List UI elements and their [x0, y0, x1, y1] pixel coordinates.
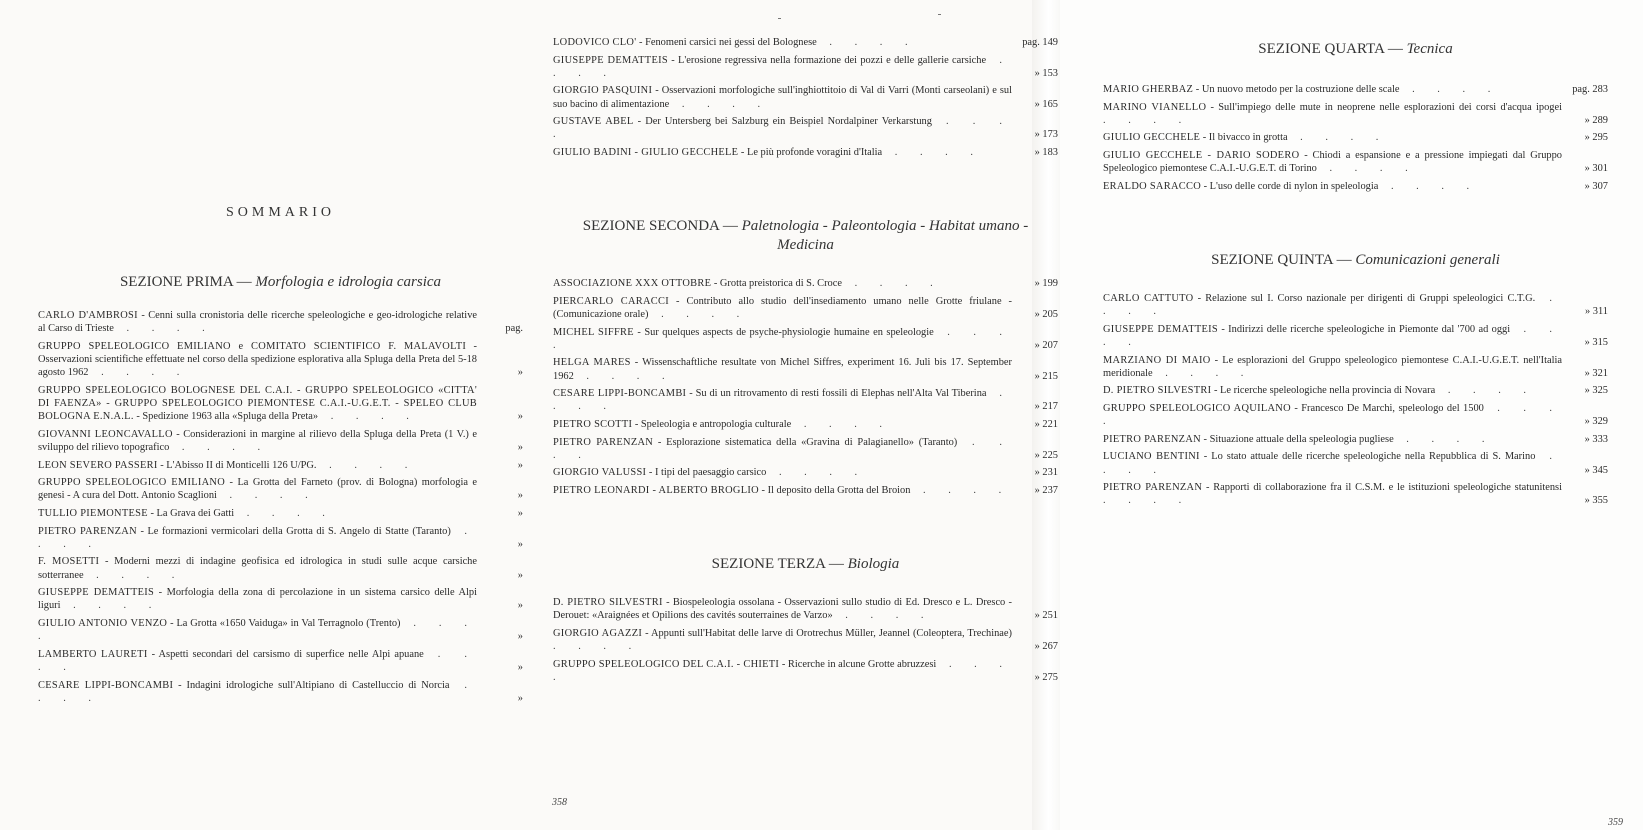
- toc-page-ref: » 315: [1584, 336, 1608, 348]
- leader-dots: . . . .: [573, 370, 675, 382]
- toc-author: GRUPPO SPELEOLOGICO EMILIANO e COMITATO SCIENTIFICO F. MALAVOLTI: [38, 340, 467, 352]
- toc-page-ref: » 311: [1585, 306, 1608, 318]
- toc-page-ref: » 237: [1034, 484, 1058, 496]
- toc-page-ref: »: [517, 600, 523, 612]
- toc-entry: [553, 596, 1058, 622]
- toc-title: Aspetti secondari del carsismo di superfice nelle Alpi apuane: [158, 648, 424, 660]
- toc-author: PIETRO PARENZAN: [38, 525, 137, 537]
- toc-author: GIUSEPPE DEMATTEIS: [38, 587, 155, 599]
- column-right: [1103, 40, 1608, 512]
- toc-entry: [38, 555, 523, 581]
- toc-title: L'erosione regressiva nella formazione dei pozzi e delle gallerie carsiche: [678, 54, 987, 66]
- toc-entry: [553, 277, 1058, 290]
- toc-title: Contributo allo studio dell'insediamento umano nelle Grotte friulane - (Comunicazione orale): [553, 295, 1013, 320]
- leader-dots: . . . .: [83, 569, 185, 581]
- toc-page-ref: » 215: [1034, 370, 1058, 382]
- toc-entry: [38, 525, 523, 551]
- toc-author: CARLO CATTUTO: [1103, 292, 1194, 304]
- toc-entry: [553, 356, 1058, 382]
- toc-entry-text: LUCIANO BENTINI - Lo stato attuale delle ricerche speleologiche nella Repubblica di S. Marino . . . .: [1103, 451, 1562, 476]
- toc-entry-text: GIULIO GECCHELE - DARIO SODERO - Chiodi a espansione e a pressione impiegati dal Gruppo Speleologico piemontese C.A.I.-U.G.E.T. di Torino . . . .: [1103, 149, 1562, 175]
- toc-entry: [1103, 481, 1608, 507]
- toc-entry-text: GIUSEPPE DEMATTEIS - L'erosione regressiva nella formazione dei pozzi e delle gallerie carsiche . . . .: [553, 54, 1013, 79]
- toc-entry-text: GIORGIO AGAZZI - Appunti sull'Habitat delle larve di Orotrechus Müller, Jeannel (Coleoptera, Trechinae) . . . .: [553, 627, 1012, 653]
- toc-author: MARZIANO DI MAIO: [1103, 354, 1211, 366]
- toc-page-ref: » 231: [1034, 467, 1058, 479]
- toc-entry: [1103, 402, 1608, 428]
- toc-title: Francesco De Marchi, speleologo del 1500: [1301, 402, 1484, 414]
- toc-entry-text: HELGA MARES - Wissenschaftliche resultate von Michel Siffres, experiment 16. Juli bis 17. September 1962 . . . .: [553, 357, 1013, 382]
- toc-page-ref: » 295: [1584, 132, 1608, 144]
- toc-title: Indirizzi delle ricerche speleologiche in Piemonte dal '700 ad oggi: [1228, 323, 1511, 335]
- toc-entry-text: MARZIANO DI MAIO - Le esplorazioni del Gruppo speleologico piemontese C.A.I.-U.G.E.T. nell'Italia meridionale . . . .: [1103, 354, 1562, 379]
- toc-author: ERALDO SARACCO: [1103, 180, 1202, 192]
- toc-entry-text: GRUPPO SPELEOLOGICO AQUILANO - Francesco De Marchi, speleologo del 1500 . . . .: [1103, 402, 1562, 428]
- leader-dots: . . . .: [1103, 114, 1192, 126]
- leader-dots: . . . .: [669, 98, 771, 110]
- leader-dots: . . . .: [1399, 84, 1501, 95]
- toc-title: Rapporti di collaborazione fra il C.S.M. e le istituzioni speleologiche statunitensi: [1213, 482, 1562, 494]
- leader-dots: . . . .: [1378, 180, 1480, 192]
- toc-author: HELGA MARES: [553, 357, 631, 369]
- toc-list: [38, 309, 523, 705]
- toc-entry-text: CARLO CATTUTO - Relazione sul I. Corso nazionale per dirigenti di Gruppi speleologici C.T.G. . . . .: [1103, 292, 1563, 318]
- leader-dots: . . . .: [1103, 402, 1562, 428]
- toc-entry-text: GRUPPO SPELEOLOGICO BOLOGNESE DEL C.A.I. - GRUPPO SPELEOLOGICO «CITTA' DI FAENZA» - GRUPPO SPELEOLOGICO PIEMONTESE C.A.I.-U.G.E.T. - SPELEO CLUB BOLOGNA E.N.A.L. - Spedizione 1963 alla «Spluga della Preta» . . . .: [38, 384, 477, 423]
- toc-title: La Grotta del Farneto (prov. di Bologna) morfologia e genesi - A cura del Dott. Antonio Scaglioni: [38, 477, 478, 502]
- leader-dots: . . . .: [38, 679, 477, 704]
- leader-dots: . . . .: [234, 507, 335, 519]
- toc-author: TULLIO PIEMONTESE: [38, 507, 148, 519]
- toc-entry: [1103, 149, 1608, 175]
- section-subtitle: Paletnologia - Paleontologia - Habitat umano - Medicina: [741, 218, 1029, 254]
- toc-page-ref: » 205: [1034, 308, 1058, 320]
- section-heading-quinta: SEZIONE QUINTA — Comunicazioni generali: [1211, 251, 1500, 268]
- toc-page-ref: pag.: [505, 323, 523, 335]
- section-heading-seconda: SEZIONE SECONDA — Paletnologia - Paleontologia - Habitat umano - Medicina: [582, 218, 1029, 254]
- toc-entry-text: LODOVICO CLO' - Fenomeni carsici nei gessi del Bolognese . . . .: [553, 37, 918, 48]
- section-subtitle: Comunicazioni generali: [1355, 251, 1500, 268]
- toc-list: [553, 277, 1058, 497]
- section-title: SEZIONE QUARTA: [1258, 41, 1385, 57]
- toc-entry-text: GUSTAVE ABEL - Der Untersberg bei Salzburg ein Beispiel Nordalpiner Verkarstung . . . .: [553, 116, 1012, 141]
- toc-entry-text: GIUSEPPE DEMATTEIS - Indirizzi delle ricerche speleologiche in Piemonte dal '700 ad oggi . . . .: [1103, 323, 1563, 348]
- leader-dots: . . . .: [766, 467, 868, 479]
- toc-page-ref: »: [517, 411, 523, 423]
- toc-author: GRUPPO SPELEOLOGICO DEL C.A.I. - CHIETI: [553, 658, 780, 670]
- leader-dots: . . . .: [553, 326, 1013, 351]
- toc-page-ref: » 217: [1034, 401, 1058, 413]
- toc-page-ref: »: [517, 538, 523, 550]
- toc-entry-text: MICHEL SIFFRE - Sur quelques aspects de psyche-physiologie humaine en speleologie . . . .: [553, 326, 1013, 351]
- toc-title: Un nuovo metodo per la costruzione delle scale: [1201, 84, 1400, 95]
- toc-author: GIULIO GECCHELE: [1103, 132, 1201, 144]
- toc-page-ref: » 221: [1034, 418, 1058, 430]
- toc-author: MARIO GHERBAZ: [1103, 84, 1194, 95]
- section-subtitle: Biologia: [847, 556, 900, 573]
- toc-page-ref: » 321: [1584, 367, 1608, 379]
- toc-title: La Grava dei Gatti: [156, 507, 235, 519]
- toc-entry-text: GIUSEPPE DEMATTEIS - Morfologia della zona di percolazione in un sistema carsico delle Alpi liguri . . . .: [38, 587, 478, 612]
- toc-entry: [553, 436, 1058, 462]
- toc-entry-text: PIETRO SCOTTI - Speleologia e antropologia culturale . . . .: [553, 418, 892, 430]
- toc-entry: [1103, 384, 1608, 397]
- toc-title: Situazione attuale della speleologia pugliese: [1209, 433, 1394, 445]
- toc-title: La Grotta «1650 Vaiduga» in Val Terragnolo (Trento): [176, 617, 401, 629]
- toc-page-ref: » 275: [1034, 671, 1058, 683]
- page-number-left: 358: [552, 797, 567, 808]
- toc-entry-text: GIOVANNI LEONCAVALLO - Considerazioni in margine al rilievo della Spluga della Preta (1 V.) e sviluppo del rilievo topografico . . . .: [38, 428, 477, 453]
- leader-dots: . . . .: [60, 600, 162, 612]
- toc-list: [553, 36, 1058, 159]
- toc-entry-text: D. PIETRO SILVESTRI - Biospeleologia ossolana - Osservazioni sullo studio di Ed. Dresco e L. Dresco - Derouet: «Araignées et Opilions des cavités souterraines de Varzo» . . . .: [553, 597, 1013, 622]
- toc-title: Fenomeni carsici nei gessi del Bolognese: [645, 37, 817, 48]
- toc-author: D. PIETRO SILVESTRI: [553, 597, 663, 609]
- toc-author: CESARE LIPPI-BONCAMBI: [553, 388, 687, 400]
- toc-author: GIULIO GECCHELE - DARIO SODERO: [1103, 149, 1300, 161]
- toc-entry-text: GIULIO GECCHELE - Il bivacco in grotta . . . .: [1103, 132, 1389, 144]
- leader-dots: . . . .: [791, 418, 892, 430]
- section-heading-quarta: SEZIONE QUARTA — Tecnica: [1258, 41, 1453, 57]
- section-heading-terza: SEZIONE TERZA — Biologia: [711, 556, 900, 573]
- toc-page-ref: » 355: [1584, 495, 1608, 507]
- toc-author: GIUSEPPE DEMATTEIS: [553, 54, 668, 66]
- toc-page-ref: » 153: [1034, 67, 1058, 79]
- toc-entry: [553, 36, 1058, 49]
- toc-author: GIORGIO PASQUINI: [553, 85, 653, 97]
- leader-dots: . . . .: [1316, 163, 1418, 175]
- toc-title: Sull'impiego delle mute in neoprene nelle esplorazioni dei corsi d'acqua ipogei: [1218, 101, 1562, 113]
- toc-title: Moderni mezzi di indagine geofisica ed idrologica in studi sulle acque carsiche sotterranee: [38, 556, 477, 581]
- toc-title: Esplorazione sistematica della «Gravina di Palagianello» (Taranto): [666, 436, 958, 448]
- toc-title: Su di un ritrovamento di resti fossili di Elephas nell'Alta Val Tiberina: [695, 388, 987, 400]
- toc-entry: [38, 586, 523, 612]
- toc-entry: [38, 309, 523, 335]
- toc-entry: [1103, 292, 1608, 318]
- toc-entry-text: PIETRO PARENZAN - Le formazioni vermicolari della Grotta di S. Angelo di Statte (Taranto) . . . .: [38, 525, 477, 550]
- toc-author: LUCIANO BENTINI: [1103, 451, 1200, 463]
- toc-page-ref: »: [517, 507, 523, 519]
- toc-page-ref: » 345: [1584, 464, 1608, 476]
- toc-entry: [1103, 354, 1608, 380]
- toc-page-ref: pag. 149: [1022, 37, 1058, 48]
- toc-title: Le formazioni vermicolari della Grotta di S. Angelo di Statte (Taranto): [147, 525, 451, 537]
- toc-page-ref: »: [517, 661, 523, 673]
- toc-author: GRUPPO SPELEOLOGICO EMILIANO: [38, 477, 226, 489]
- toc-entry-text: PIETRO PARENZAN - Rapporti di collaborazione fra il C.S.M. e le istituzioni speleologiche statunitensi . . . .: [1103, 482, 1562, 507]
- toc-entry: [553, 658, 1058, 684]
- leader-dots: . . . .: [169, 442, 271, 453]
- page-number-right: 359: [1608, 817, 1623, 828]
- leader-dots: . . . .: [1103, 323, 1563, 348]
- toc-author: F. MOSETTI: [38, 556, 100, 568]
- toc-page-ref: » 289: [1584, 114, 1608, 126]
- sommario-heading: SOMMARIO: [225, 205, 335, 220]
- toc-page-ref: » 301: [1584, 163, 1608, 175]
- leader-dots: . . . .: [841, 278, 943, 290]
- leader-dots: . . . .: [553, 658, 1013, 683]
- toc-page-ref: » 329: [1584, 416, 1608, 428]
- toc-title: Lo stato attuale delle ricerche speleologiche nella Repubblica di S. Marino: [1211, 451, 1536, 463]
- toc-entry-text: GIORGIO PASQUINI - Osservazioni morfologiche sull'inghiottitoio di Val di Varri (Monti carseolani) e sul suo bacino di alimentazione . . . .: [553, 85, 1012, 110]
- toc-page-ref: »: [517, 569, 523, 581]
- toc-title: Il deposito della Grotta del Broion: [767, 484, 911, 496]
- toc-entry: [553, 387, 1058, 413]
- toc-entry-text: GIULIO BADINI - GIULIO GECCHELE - Le più profonde voragini d'Italia . . . .: [553, 146, 983, 158]
- toc-title: Appunti sull'Habitat delle larve di Orotrechus Müller, Jeannel (Coleoptera, Trechinae): [650, 627, 1012, 639]
- toc-entry: [553, 146, 1058, 159]
- toc-entry: [1103, 323, 1608, 349]
- toc-entry: [553, 295, 1058, 321]
- toc-entry-text: ASSOCIAZIONE XXX OTTOBRE - Grotta preistorica di S. Croce . . . .: [553, 278, 943, 290]
- toc-author: CESARE LIPPI-BONCAMBI: [38, 679, 174, 691]
- toc-list: [553, 596, 1058, 684]
- toc-author: LEON SEVERO PASSERI: [38, 459, 158, 471]
- toc-page-ref: » 183: [1034, 146, 1058, 158]
- toc-page-ref: »: [517, 490, 523, 502]
- leader-dots: . . . .: [816, 37, 918, 48]
- leader-dots: . . . .: [553, 436, 1013, 461]
- toc-title: Wissenschaftliche resultate von Michel Siffres, experiment 16. Juli bis 17. September 1962: [553, 357, 1013, 382]
- toc-title: Le ricerche speleologiche nella provincia di Novara: [1220, 385, 1436, 397]
- toc-author: GUSTAVE ABEL: [553, 116, 634, 128]
- toc-title: Ricerche in alcune Grotte abruzzesi: [787, 658, 937, 670]
- toc-author: GIUSEPPE DEMATTEIS: [1103, 323, 1218, 335]
- leader-dots: . . . .: [648, 308, 750, 320]
- toc-page-ref: »: [517, 459, 523, 471]
- toc-entry: [38, 340, 523, 380]
- toc-page-ref: » 207: [1034, 339, 1058, 351]
- toc-entry-text: PIERCARLO CARACCI - Contributo allo studio dell'insediamento umano nelle Grotte friulane - (Comunicazione orale) . . . .: [553, 295, 1013, 320]
- toc-entry: [1103, 450, 1608, 476]
- leader-dots: . . . .: [113, 323, 215, 335]
- section-title: SEZIONE QUINTA: [1211, 251, 1333, 268]
- toc-title: Le esplorazioni del Gruppo speleologico piemontese C.A.I.-U.G.E.T. nell'Italia meridionale: [1103, 354, 1562, 379]
- toc-title: Chiodi a espansione e a pressione impiegati dal Gruppo Speleologico piemontese C.A.I.-U.G.E.T. di Torino: [1103, 149, 1562, 175]
- toc-entry-text: GIORGIO VALUSSI - I tipi del paesaggio carsico . . . .: [553, 467, 868, 479]
- toc-page-ref: » 307: [1584, 180, 1608, 192]
- toc-page-ref: »: [517, 442, 523, 453]
- toc-entry-text: ERALDO SARACCO - L'uso delle corde di nylon in speleologia . . . .: [1103, 180, 1480, 192]
- toc-title: Relazione sul I. Corso nazionale per dirigenti di Gruppi speleologici C.T.G.: [1205, 292, 1536, 304]
- toc-entry: [38, 617, 523, 643]
- toc-author: GRUPPO SPELEOLOGICO AQUILANO: [1103, 402, 1291, 414]
- leader-dots: . . . .: [882, 146, 983, 158]
- toc-page-ref: » 165: [1034, 98, 1058, 110]
- toc-page-ref: » 251: [1034, 610, 1058, 622]
- toc-entry: [553, 484, 1058, 497]
- toc-entry: [1103, 101, 1608, 127]
- toc-entry-text: D. PIETRO SILVESTRI - Le ricerche speleologiche nella provincia di Novara . . . .: [1103, 385, 1537, 397]
- toc-entry-text: PIETRO LEONARDI - ALBERTO BROGLIO - Il deposito della Grotta del Broion . . . .: [553, 484, 1012, 496]
- leader-dots: . . . .: [1103, 292, 1563, 318]
- toc-title: Cenni sulla cronistoria delle ricerche speleologiche e geo-idrologiche relative al Carso di Trieste: [38, 310, 478, 335]
- section-subtitle: Tecnica: [1406, 41, 1453, 57]
- print-mark: [938, 14, 941, 15]
- toc-page-ref: » 199: [1034, 278, 1058, 290]
- leader-dots: . . . .: [553, 388, 1013, 413]
- toc-author: CARLO D'AMBROSI: [38, 310, 138, 321]
- toc-author: PIETRO LEONARDI - ALBERTO BROGLIO: [553, 484, 759, 496]
- toc-author: LODOVICO CLO': [553, 37, 637, 48]
- toc-entry: [1103, 433, 1608, 446]
- toc-entry: [553, 627, 1058, 653]
- toc-entry: [1103, 83, 1608, 96]
- toc-entry-text: PIETRO PARENZAN - Esplorazione sistematica della «Gravina di Palagianello» (Taranto) . . . .: [553, 436, 1013, 461]
- toc-title: Considerazioni in margine al rilievo della Spluga della Preta (1 V.) e sviluppo del rilievo topografico: [38, 428, 477, 453]
- toc-author: GIORGIO AGAZZI: [553, 627, 643, 639]
- toc-title: Biospeleologia ossolana - Osservazioni sullo studio di Ed. Dresco e L. Dresco - Derouet: «Araignées et Opilions des cavités souterraines de Varzo»: [553, 597, 1013, 622]
- section-heading-prima: SEZIONE PRIMA — Morfologia e idrologia carsica: [119, 274, 442, 290]
- leader-dots: . . . .: [216, 490, 318, 502]
- toc-page-ref: » 173: [1034, 129, 1058, 141]
- toc-entry-text: GRUPPO SPELEOLOGICO EMILIANO - La Grotta del Farneto (prov. di Bologna) morfologia e genesi - A cura del Dott. Antonio Scaglioni . . . .: [38, 477, 478, 502]
- toc-title: Morfologia della zona di percolazione in un sistema carsico delle Alpi liguri: [38, 587, 478, 612]
- toc-entry: [38, 648, 523, 674]
- toc-entry: [553, 54, 1058, 80]
- toc-author: GIULIO ANTONIO VENZO: [38, 617, 168, 629]
- leader-dots: . . . .: [1435, 385, 1537, 397]
- toc-entry: [38, 507, 523, 520]
- toc-entry-text: CARLO D'AMBROSI - Cenni sulla cronistoria delle ricerche speleologiche e geo-idrologiche relative al Carso di Trieste . . . .: [38, 310, 478, 335]
- leader-dots: . . . .: [832, 610, 934, 622]
- toc-title: Speleologia e antropologia culturale: [640, 418, 792, 430]
- toc-entry: [553, 84, 1058, 110]
- toc-entry-text: F. MOSETTI - Moderni mezzi di indagine geofisica ed idrologica in studi sulle acque carsiche sotterranee . . . .: [38, 556, 477, 581]
- toc-author: PIETRO PARENZAN: [553, 436, 654, 448]
- leader-dots: . . . .: [88, 367, 190, 379]
- toc-title: L'Abisso II di Monticelli 126 U/PG.: [166, 459, 317, 471]
- toc-title: Il bivacco in grotta: [1208, 132, 1288, 144]
- toc-page-ref: » 333: [1584, 433, 1608, 445]
- toc-entry: [38, 459, 523, 472]
- toc-entry: [553, 466, 1058, 479]
- toc-entry: [1103, 180, 1608, 193]
- toc-entry-text: CESARE LIPPI-BONCAMBI - Indagini idrologiche sull'Altipiano di Castelluccio di Norcia . . . .: [38, 679, 477, 704]
- toc-entry-text: GIULIO ANTONIO VENZO - La Grotta «1650 Vaiduga» in Val Terragnolo (Trento) . . . .: [38, 617, 478, 643]
- leader-dots: . . . .: [910, 484, 1012, 496]
- print-mark: [778, 18, 781, 19]
- toc-entry-text: GRUPPO SPELEOLOGICO EMILIANO e COMITATO SCIENTIFICO F. MALAVOLTI - Osservazioni scientifiche effettuate nel corso della spedizione esplorativa alla Spluga della Preta del 5-18 agosto 1962 . . . .: [38, 340, 477, 379]
- leader-dots: . . . .: [38, 617, 478, 643]
- toc-title: Spedizione 1963 alla «Spluga della Preta»: [142, 411, 319, 423]
- toc-author: ASSOCIAZIONE XXX OTTOBRE: [553, 278, 712, 290]
- toc-entry: [38, 384, 523, 424]
- section-title: SEZIONE TERZA: [711, 556, 826, 573]
- toc-title: Indagini idrologiche sull'Altipiano di Castelluccio di Norcia: [186, 679, 450, 691]
- toc-author: MICHEL SIFFRE: [553, 326, 634, 338]
- leader-dots: . . . .: [38, 525, 477, 550]
- toc-page-ref: pag. 283: [1572, 84, 1608, 95]
- toc-author: D. PIETRO SILVESTRI: [1103, 385, 1212, 397]
- toc-author: PIETRO PARENZAN: [1103, 482, 1203, 494]
- toc-author: LAMBERTO LAURETI: [38, 648, 148, 660]
- toc-author: PIERCARLO CARACCI: [553, 295, 670, 307]
- toc-page-ref: »: [517, 367, 523, 379]
- toc-title: Grotta preistorica di S. Croce: [719, 278, 842, 290]
- toc-entry: [1103, 131, 1608, 144]
- toc-title: Osservazioni morfologiche sull'inghiottitoio di Val di Varri (Monti carseolani) e sul suo bacino di alimentazione: [553, 85, 1012, 110]
- toc-title: Le più profonde voragini d'Italia: [746, 146, 883, 158]
- leader-dots: . . . .: [38, 648, 477, 673]
- toc-title: L'uso delle corde di nylon in speleologia: [1209, 180, 1379, 192]
- leader-dots: . . . .: [318, 411, 419, 423]
- toc-entry: [553, 418, 1058, 431]
- toc-entry: [38, 428, 523, 454]
- toc-entry-text: MARINO VIANELLO - Sull'impiego delle mute in neoprene nelle esplorazioni dei corsi d'acqua ipogei . . . .: [1103, 101, 1562, 126]
- leader-dots: . . . .: [1152, 367, 1254, 379]
- toc-page-ref: » 267: [1034, 641, 1058, 653]
- toc-entry: [38, 679, 523, 705]
- toc-author: GIORGIO VALUSSI: [553, 467, 647, 479]
- toc-entry: [38, 476, 523, 502]
- toc-entry: [553, 326, 1058, 352]
- section-subtitle: Morfologia e idrologia carsica: [255, 274, 442, 290]
- toc-title: I tipi del paesaggio carsico: [654, 467, 767, 479]
- toc-list: [1103, 83, 1608, 193]
- toc-entry-text: GRUPPO SPELEOLOGICO DEL C.A.I. - CHIETI - Ricerche in alcune Grotte abruzzesi . . . .: [553, 658, 1013, 683]
- leader-dots: . . . .: [553, 54, 1013, 79]
- toc-entry-text: LAMBERTO LAURETI - Aspetti secondari del carsismo di superfice nelle Alpi apuane . . . .: [38, 648, 477, 673]
- toc-page-ref: » 325: [1584, 385, 1608, 397]
- toc-title: Der Untersberg bei Salzburg ein Beispiel Nordalpiner Verkarstung: [645, 116, 932, 128]
- toc-entry-text: MARIO GHERBAZ - Un nuovo metodo per la costruzione delle scale . . . .: [1103, 84, 1501, 95]
- leader-dots: . . . .: [1287, 132, 1389, 144]
- leader-dots: . . . .: [316, 459, 418, 471]
- toc-author: PIETRO PARENZAN: [1103, 433, 1201, 445]
- toc-entry-text: CESARE LIPPI-BONCAMBI - Su di un ritrovamento di resti fossili di Elephas nell'Alta Val Tiberina . . . .: [553, 388, 1013, 413]
- toc-entry: [553, 115, 1058, 141]
- leader-dots: . . . .: [1103, 451, 1562, 476]
- toc-entry-text: TULLIO PIEMONTESE - La Grava dei Gatti . . . .: [38, 507, 335, 519]
- column-middle: [553, 36, 1058, 689]
- toc-page-ref: » 225: [1034, 449, 1058, 461]
- toc-author: GIOVANNI LEONCAVALLO: [38, 428, 173, 440]
- toc-author: MARINO VIANELLO: [1103, 101, 1207, 113]
- leader-dots: . . . .: [1393, 433, 1495, 445]
- column-left: [38, 205, 523, 709]
- toc-page-ref: »: [517, 692, 523, 704]
- toc-author: GRUPPO SPELEOLOGICO BOLOGNESE DEL C.A.I. - GRUPPO SPELEOLOGICO «CITTA' DI FAENZA» - GRUPPO SPELEOLOGICO PIEMONTESE C.A.I.-U.G.E.T. - SPELEO CLUB BOLOGNA E.N.A.L.: [38, 384, 477, 423]
- section-title: SEZIONE SECONDA: [582, 218, 720, 235]
- toc-entry-text: LEON SEVERO PASSERI - L'Abisso II di Monticelli 126 U/PG. . . . .: [38, 459, 418, 471]
- toc-author: GIULIO BADINI - GIULIO GECCHELE: [553, 146, 739, 158]
- leader-dots: . . . .: [1103, 495, 1192, 507]
- toc-list: [1103, 292, 1608, 508]
- leader-dots: . . . .: [553, 641, 642, 653]
- toc-title: Osservazioni scientifiche effettuate nel corso della spedizione esplorativa alla Spluga della Preta del 5-18 agosto 1962: [38, 354, 477, 379]
- toc-author: PIETRO SCOTTI: [553, 418, 633, 430]
- toc-title: Sur quelques aspects de psyche-physiologie humaine en speleologie: [644, 326, 934, 338]
- toc-entry-text: PIETRO PARENZAN - Situazione attuale della speleologia pugliese . . . .: [1103, 433, 1495, 445]
- leader-dots: . . . .: [553, 116, 1012, 141]
- section-title: SEZIONE PRIMA: [119, 274, 233, 290]
- toc-page-ref: »: [517, 631, 523, 643]
